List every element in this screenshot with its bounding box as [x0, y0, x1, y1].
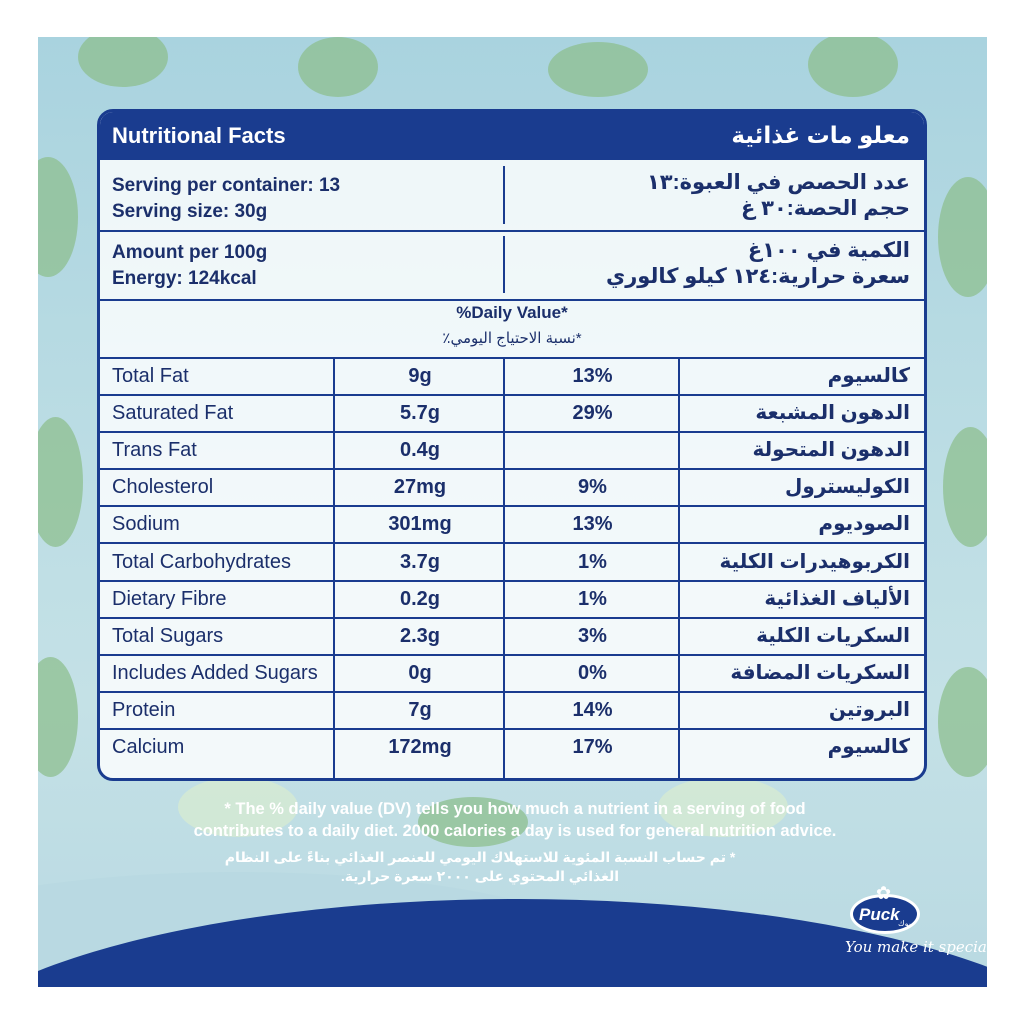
serving-per-container-ar: عدد الحصص في العبوة:١٣ [646, 171, 910, 194]
serving-row [100, 160, 924, 232]
nutrient-name-ar: السكريات الكلية [756, 624, 910, 647]
nutrient-name: Saturated Fat [112, 402, 234, 425]
nutrient-amount: 172mg [388, 736, 452, 758]
nutrient-row [100, 656, 924, 693]
nutrient-daily-percent: 3% [578, 624, 607, 647]
nutrient-row [100, 359, 924, 396]
nutrient-name: Calcium [112, 736, 185, 758]
nutrient-amount: 9g [408, 365, 432, 387]
nutrient-amount: 3.7g [399, 550, 441, 573]
title-en: Nutritional Facts [112, 123, 286, 148]
nutrient-name-ar: الكوليسترول [785, 476, 910, 499]
serving-size-ar: حجم الحصة:٣٠ غ [740, 197, 910, 220]
nutrient-name: Cholesterol [112, 476, 214, 499]
nutrient-name: Dietary Fibre [112, 587, 227, 610]
panel-header [100, 112, 924, 160]
nutrient-daily-percent: 13% [572, 365, 613, 387]
puck-logo [850, 883, 920, 934]
nutrient-name-ar: كالسيوم [827, 736, 910, 758]
nutrient-row [100, 545, 924, 582]
title-ar: معلو مات غذائية [731, 122, 910, 148]
nutrient-name-ar: الألياف الغذائية [764, 587, 910, 610]
logo-text-ar: بوك [898, 919, 911, 928]
amount-row [100, 230, 924, 301]
nutrient-name: Sodium [112, 513, 180, 536]
nutrient-amount: 301mg [388, 513, 452, 536]
footnote-ar-line2: الغذائي المحتوي على ٢٠٠٠ سعرة حرارية. [340, 868, 620, 884]
daily-value-en: %Daily Value* [456, 303, 568, 322]
footnote-ar-line1: * تم حساب النسبة المئوية للاستهلاك اليومي للعنصر الغذائي بناءً على النظام [224, 849, 736, 865]
nutrient-daily-percent: 17% [572, 736, 613, 758]
nutrient-name-ar: كالسيوم [827, 365, 910, 387]
nutrient-name-ar: الكربوهيدرات الكلية [719, 550, 910, 573]
nutrient-name-ar: السكريات المضافة [730, 661, 910, 684]
energy-ar: سعرة حرارية:١٢٤ كيلو كالوري [605, 265, 910, 288]
nutrient-name-ar: الدهون المتحولة [752, 439, 910, 462]
nutrient-name: Total Fat [112, 365, 189, 387]
amount-per-ar: الكمية في ١٠٠غ [747, 239, 910, 262]
nutrient-daily-percent: 13% [572, 513, 613, 536]
brand-slogan: You make it special [845, 938, 992, 956]
nutrient-daily-percent: 14% [572, 698, 613, 721]
nutrient-row [100, 582, 924, 619]
serving-per-container-en: Serving per container: 13 [112, 175, 341, 196]
nutrient-row [100, 730, 924, 767]
nutrient-name: Includes Added Sugars [112, 661, 318, 684]
nutrient-name: Total Sugars [112, 624, 224, 647]
nutrient-row [100, 507, 924, 544]
nutrient-daily-percent: 29% [572, 402, 613, 425]
nutrient-row [100, 693, 924, 730]
nutrient-daily-percent [505, 433, 680, 470]
nutrient-row [100, 433, 924, 470]
nutrient-daily-percent: 1% [578, 587, 607, 610]
nutrient-daily-percent: 0% [578, 661, 607, 684]
nutrient-daily-percent: 9% [578, 476, 607, 499]
footnote-en-line2: contributes to a daily diet. 2000 calories a day is used for general nutrition advice. [193, 822, 837, 840]
nutrient-amount: 0g [408, 661, 432, 684]
nutrient-row [100, 470, 924, 507]
flower-icon: ✿ [876, 883, 892, 903]
logo-text: Puck [859, 905, 900, 924]
amount-per-en: Amount per 100g [112, 242, 268, 263]
nutrient-row [100, 396, 924, 433]
nutrient-amount: 5.7g [399, 402, 441, 425]
nutrient-name: Trans Fat [112, 439, 197, 462]
nutrient-name-ar: البروتين [828, 698, 910, 721]
nutrient-amount: 27mg [393, 476, 447, 499]
nutrient-name-ar: الدهون المشبعة [755, 402, 910, 425]
nutrient-row [100, 619, 924, 656]
daily-value-ar: *نسبة الاحتياج اليومي٪ [442, 330, 582, 347]
nutrition-facts-panel [97, 109, 927, 781]
daily-value-header [100, 299, 924, 359]
nutrient-daily-percent: 1% [578, 550, 607, 573]
footnote-en-line1: * The % daily value (DV) tells you how much a nutrient in a serving of food [224, 800, 806, 818]
nutrient-amount: 7g [408, 698, 432, 721]
nutrient-name: Total Carbohydrates [112, 550, 291, 573]
nutrient-name: Protein [112, 698, 176, 721]
nutrient-amount: 0.4g [399, 439, 441, 462]
nutrient-amount: 2.3g [399, 624, 441, 647]
nutrient-name-ar: الصوديوم [818, 513, 910, 536]
nutrient-amount: 0.2g [399, 587, 441, 610]
energy-en: Energy: 124kcal [112, 268, 257, 289]
serving-size-en: Serving size: 30g [112, 201, 268, 222]
